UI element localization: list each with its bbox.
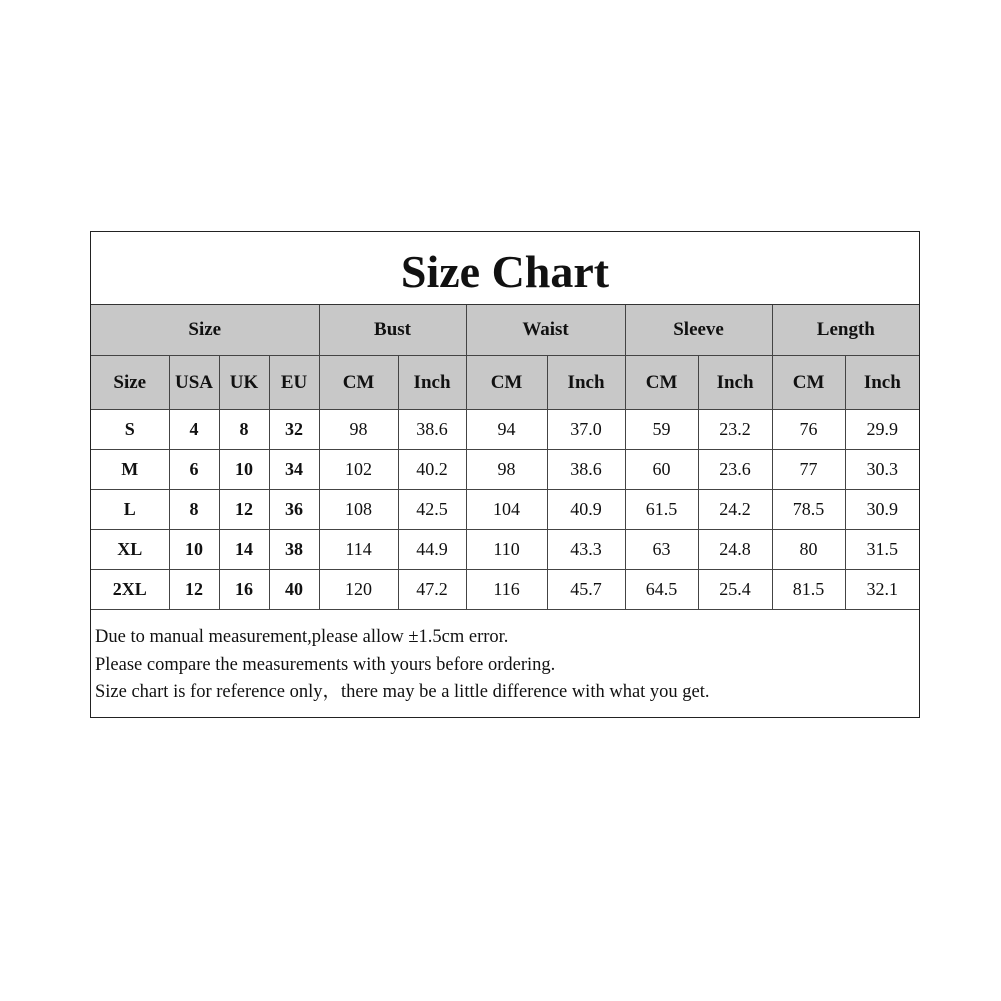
cell-length-cm: 80 [772,530,845,570]
group-header-row [91,305,919,356]
cell-bust-cm: 108 [319,490,398,530]
cell-size: S [91,410,169,450]
sub-header-length-inch: Inch [845,356,919,410]
cell-uk: 16 [219,570,269,610]
cell-usa: 8 [169,490,219,530]
cell-size: M [91,450,169,490]
cell-bust-inch: 40.2 [398,450,466,490]
cell-uk: 12 [219,490,269,530]
cell-usa: 12 [169,570,219,610]
cell-waist-inch: 45.7 [547,570,625,610]
cell-length-inch: 30.9 [845,490,919,530]
cell-size: XL [91,530,169,570]
cell-usa: 10 [169,530,219,570]
cell-waist-cm: 104 [466,490,547,530]
cell-bust-inch: 47.2 [398,570,466,610]
cell-waist-inch: 37.0 [547,410,625,450]
cell-length-inch: 29.9 [845,410,919,450]
cell-length-cm: 77 [772,450,845,490]
cell-waist-cm: 98 [466,450,547,490]
cell-usa: 6 [169,450,219,490]
sub-header-waist-inch: Inch [547,356,625,410]
table-row [91,410,919,450]
table-row [91,450,919,490]
sub-header-bust-inch: Inch [398,356,466,410]
cell-waist-inch: 40.9 [547,490,625,530]
cell-sleeve-inch: 23.2 [698,410,772,450]
cell-sleeve-inch: 24.2 [698,490,772,530]
table-row [91,570,919,610]
cell-eu: 32 [269,410,319,450]
cell-length-inch: 30.3 [845,450,919,490]
cell-length-inch: 32.1 [845,570,919,610]
cell-eu: 36 [269,490,319,530]
cell-bust-inch: 42.5 [398,490,466,530]
sub-header-row [91,356,919,410]
cell-uk: 8 [219,410,269,450]
cell-bust-cm: 114 [319,530,398,570]
cell-length-cm: 76 [772,410,845,450]
cell-uk: 14 [219,530,269,570]
cell-eu: 38 [269,530,319,570]
group-header-waist: Waist [466,305,625,356]
cell-size: L [91,490,169,530]
cell-eu: 34 [269,450,319,490]
cell-waist-cm: 94 [466,410,547,450]
cell-sleeve-inch: 23.6 [698,450,772,490]
sub-header-uk: UK [219,356,269,410]
sub-header-eu: EU [269,356,319,410]
notes [95,624,710,707]
sub-header-waist-cm: CM [466,356,547,410]
cell-sleeve-cm: 60 [625,450,698,490]
note-line: Due to manual measurement,please allow ±1.5cm error. [95,627,509,647]
sub-header-size: Size [91,356,169,410]
chart-title: Size Chart [91,232,919,305]
cell-eu: 40 [269,570,319,610]
group-header-sleeve: Sleeve [625,305,772,356]
cell-length-cm: 81.5 [772,570,845,610]
table-row [91,490,919,530]
cell-waist-cm: 110 [466,530,547,570]
cell-length-inch: 31.5 [845,530,919,570]
cell-sleeve-cm: 59 [625,410,698,450]
sub-header-bust-cm: CM [319,356,398,410]
note-line: Please compare the measurements with yours before ordering. [95,654,556,675]
cell-sleeve-inch: 25.4 [698,570,772,610]
cell-sleeve-cm: 64.5 [625,570,698,610]
cell-uk: 10 [219,450,269,490]
cell-bust-inch: 44.9 [398,530,466,570]
cell-bust-cm: 120 [319,570,398,610]
cell-waist-inch: 38.6 [547,450,625,490]
sub-header-sleeve-inch: Inch [698,356,772,410]
cell-bust-cm: 98 [319,410,398,450]
group-header-bust: Bust [319,305,466,356]
cell-bust-inch: 38.6 [398,410,466,450]
group-header-size: Size [91,305,319,356]
sub-header-sleeve-cm: CM [625,356,698,410]
cell-sleeve-cm: 61.5 [625,490,698,530]
sub-header-length-cm: CM [772,356,845,410]
size-chart [90,231,920,718]
cell-sleeve-cm: 63 [625,530,698,570]
group-header-length: Length [772,305,919,356]
cell-length-cm: 78.5 [772,490,845,530]
size-table [91,305,919,610]
table-row [91,530,919,570]
cell-waist-inch: 43.3 [547,530,625,570]
cell-size: 2XL [91,570,169,610]
cell-usa: 4 [169,410,219,450]
note-line: Size chart is for reference only，there may be a little difference with what you get. [95,682,710,702]
cell-bust-cm: 102 [319,450,398,490]
cell-waist-cm: 116 [466,570,547,610]
sub-header-usa: USA [169,356,219,410]
cell-sleeve-inch: 24.8 [698,530,772,570]
